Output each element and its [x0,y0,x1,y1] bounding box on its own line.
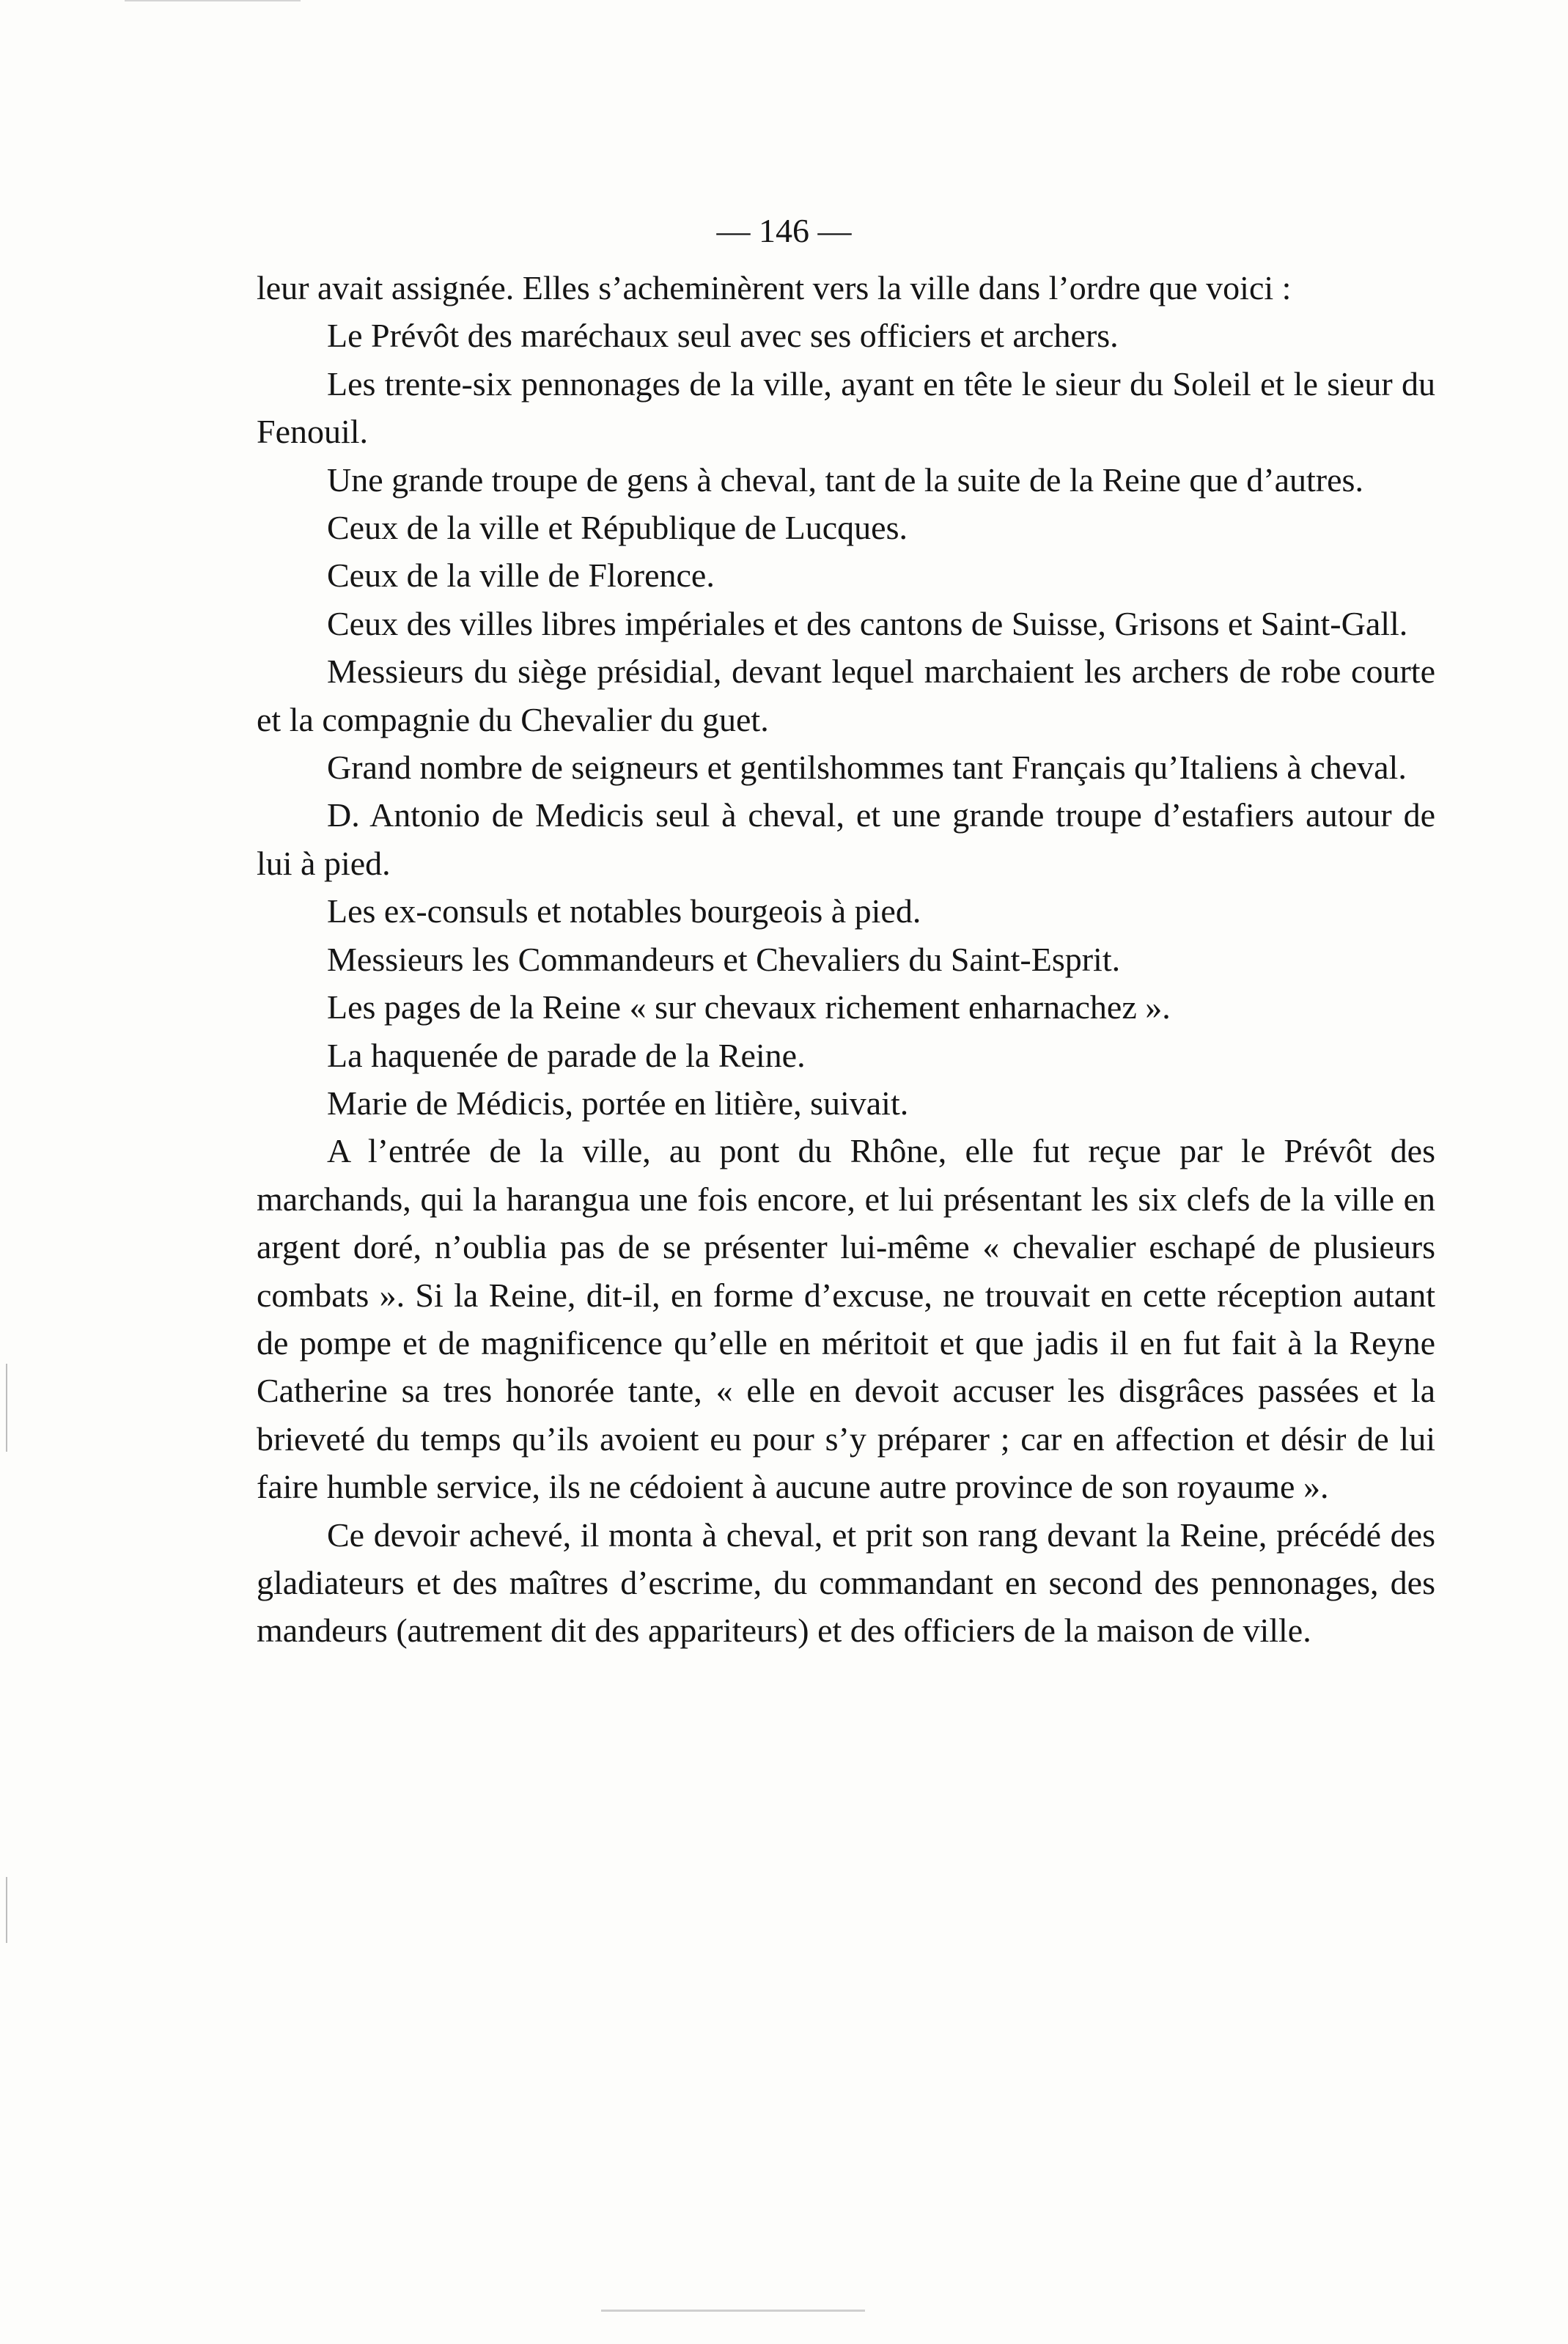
paragraph: Ceux des villes libres impériales et des cantons de Suisse, Grisons et Saint-Gall. [327,604,1408,642]
scan-edge-mark-left-lower [6,1877,7,1943]
paragraph: La haquenée de parade de la Reine. [327,1036,806,1074]
paragraph: Ceux de la ville de Florence. [327,556,715,595]
paragraph: Messieurs du siège présidial, devant lequel marchaient les archers de robe courte et la compagnie du Chevalier du guet. [257,653,1435,738]
body-text [257,264,1435,1655]
paragraph: Les trente-six pennonages de la ville, ayant en tête le sieur du Soleil et le sieur du Fenouil. [257,364,1435,451]
paragraph: Grand nombre de seigneurs et gentilshommes tant Français qu’Italiens à cheval. [327,749,1407,787]
paragraph: leur avait assignée. Elles s’acheminèrent vers la ville dans l’ordre que voici : [257,269,1292,306]
paragraph: Le Prévôt des maréchaux seul avec ses officiers et archers. [327,317,1119,355]
paragraph: A l’entrée de la ville, au pont du Rhône, elle fut reçue par le Prévôt des marchands, qui la harangua une fois encore, et lui présentant les six clefs de la ville en argent doré, n’oublia pas de se présenter lui-même « chevalier eschapé de plusieurs combats ». Si la Reine, dit-il, en forme d’excuse, ne trouvait en cette réception autant de pompe et de magnificence qu’elle en méritoit et que jadis il en fut fait à la Reyne Catherine sa tres honorée tante, « elle en devoit accuser les disgrâces passées et la brieveté du temps qu’ils avoient eu pour s’y préparer ; car en affection et désir de lui faire humble service, ils ne cédoient à aucune autre province de son royaume ». [257,1132,1435,1506]
paragraph: D. Antonio de Medicis seul à cheval, et une grande troupe d’estafiers autour de lui à pied. [257,796,1435,882]
paragraph: Une grande troupe de gens à cheval, tant de la suite de la Reine que d’autres. [327,460,1363,499]
paragraph: Marie de Médicis, portée en litière, suivait. [327,1084,909,1122]
scan-edge-mark-top [125,0,301,1]
page-number: — 146 — [716,212,852,249]
paragraph: Les ex-consuls et notables bourgeois à pied. [327,892,921,930]
paragraph: Les pages de la Reine « sur chevaux richement enharnachez ». [327,988,1171,1026]
paragraph: Ceux de la ville et République de Lucques. [327,509,908,547]
scan-edge-mark-left [6,1364,7,1452]
paragraph: Ce devoir achevé, il monta à cheval, et prit son rang devant la Reine, précédé des gladiateurs et des maîtres d’escrime, du commandant en second des pennonages, des mandeurs (autrement dit des appariteurs) et des officiers de la maison de ville. [257,1515,1435,1650]
scan-edge-mark-bottom [601,2310,865,2312]
paragraph: Messieurs les Commandeurs et Chevaliers du Saint-Esprit. [327,940,1121,978]
